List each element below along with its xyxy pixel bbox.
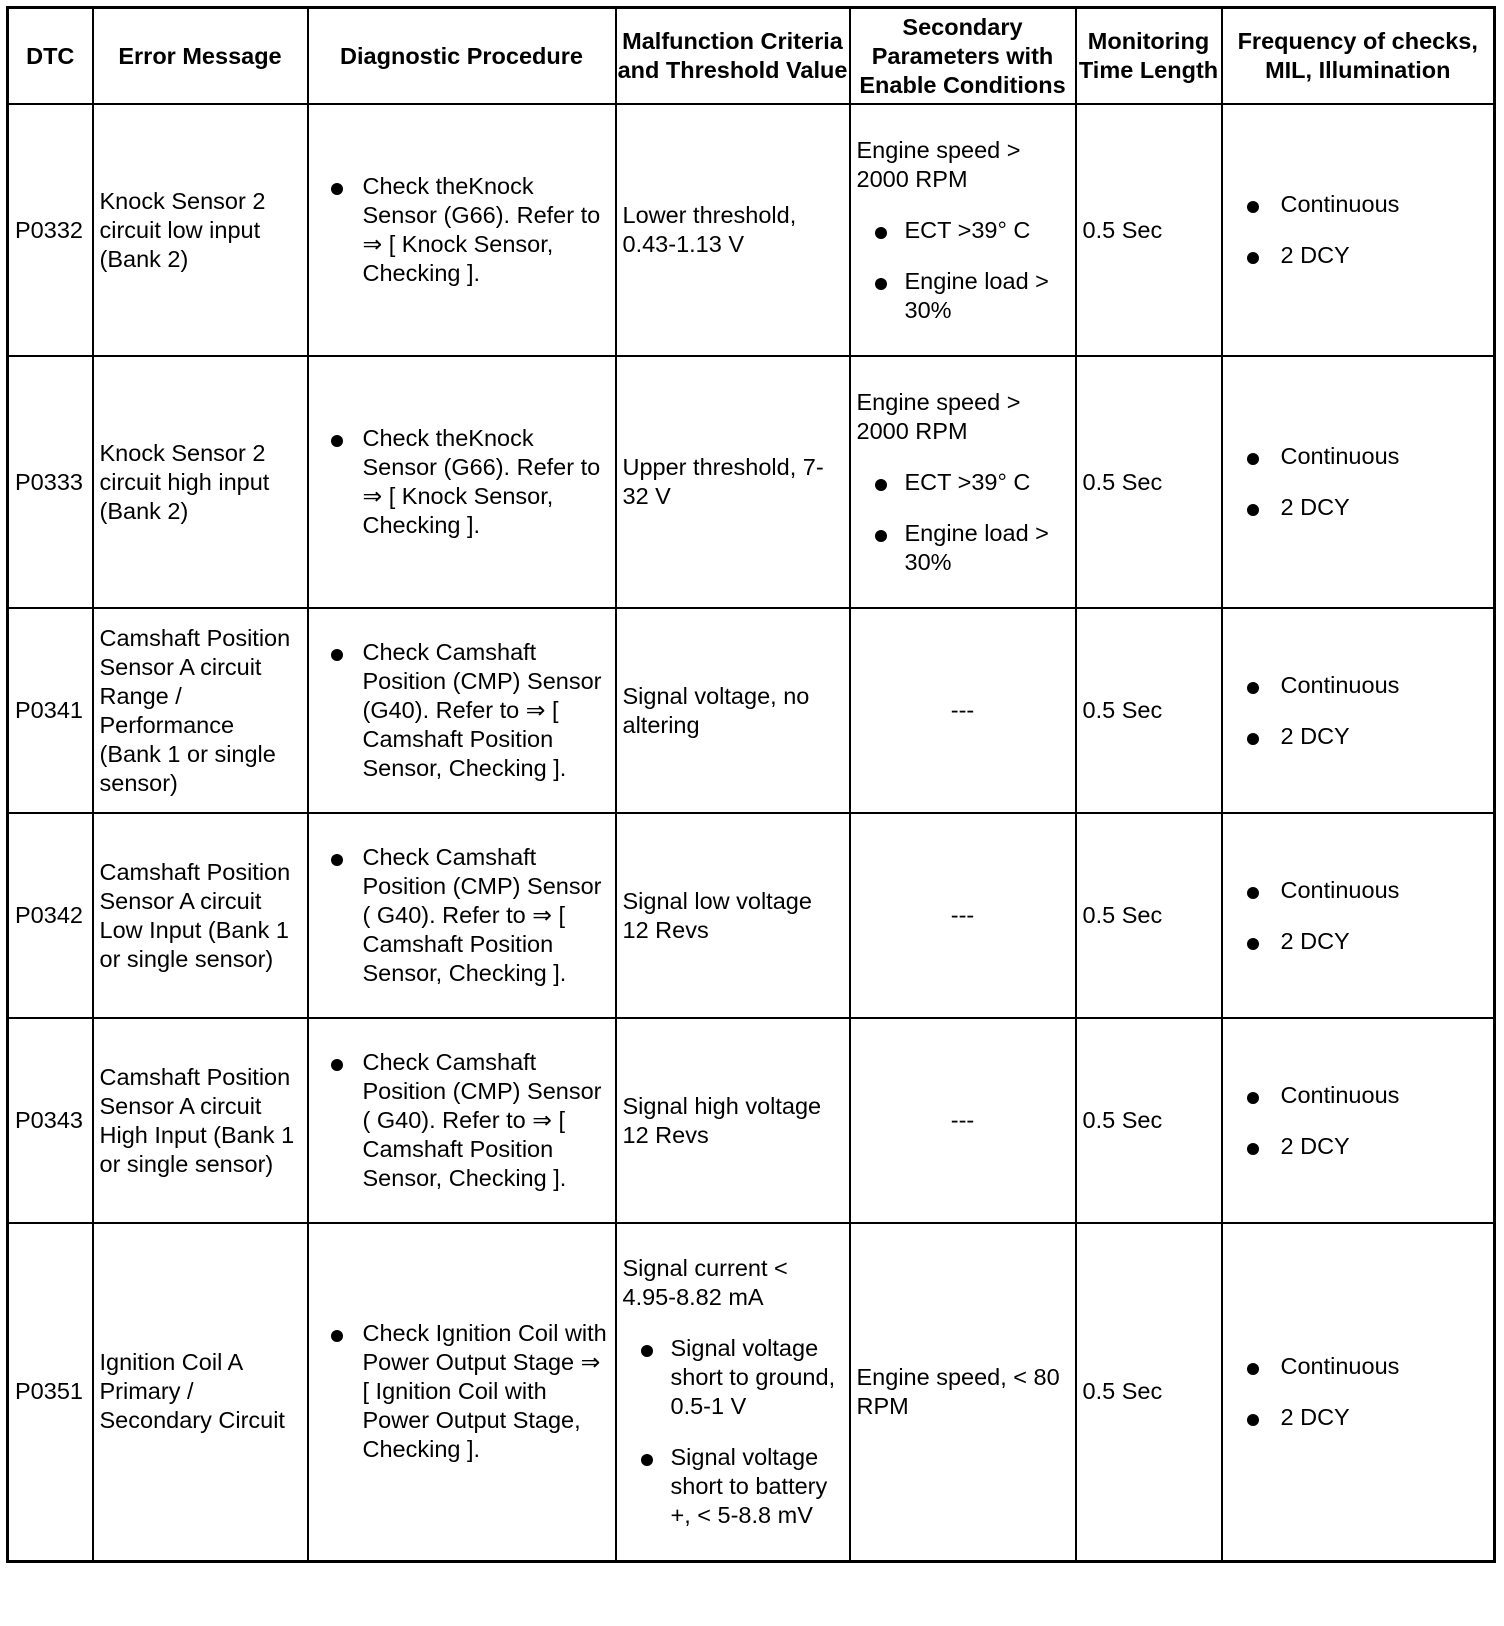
list-item (873, 519, 1069, 577)
diagnostic-procedure (308, 608, 616, 813)
secondary-parameters: --- (850, 608, 1076, 813)
list-item (639, 1334, 843, 1421)
table-row (8, 1018, 1495, 1223)
diagnostic-procedure (308, 1018, 616, 1223)
malfunction-criteria: Lower threshold, 0.43-1.13 V (616, 104, 850, 356)
criteria-intro: Signal current < 4.95-8.82 mA (622, 1254, 788, 1310)
list-item (873, 468, 1069, 497)
error-message: Camshaft Position Sensor A circuit Low Input (Bank 1 or single sensor) (93, 813, 308, 1018)
bullet-icon (641, 1345, 653, 1357)
secondary-item: Engine load > 30% (904, 519, 1049, 575)
diagnostic-procedure (308, 356, 616, 608)
diagnostic-procedure (308, 104, 616, 356)
secondary-item: Engine load > 30% (904, 267, 1049, 323)
frequency-item: 2 DCY (1280, 927, 1350, 954)
bullet-icon (1247, 1143, 1259, 1155)
bullet-icon (1247, 938, 1259, 950)
criteria-item: Signal voltage short to ground, 0.5-1 V (670, 1334, 836, 1419)
header-frequency: Frequency of checks, MIL, Illumination (1222, 8, 1495, 105)
error-message: Knock Sensor 2 circuit high input (Bank 2) (93, 356, 308, 608)
error-message: Knock Sensor 2 circuit low input (Bank 2) (93, 104, 308, 356)
bullet-icon (331, 1330, 343, 1342)
malfunction-criteria: Signal voltage, no altering (616, 608, 850, 813)
frequency (1222, 813, 1495, 1018)
secondary-parameters: --- (850, 1018, 1076, 1223)
list-item (329, 638, 609, 783)
list-item (1245, 442, 1488, 471)
bullet-icon (1247, 887, 1259, 899)
malfunction-criteria: Upper threshold, 7-32 V (616, 356, 850, 608)
list-item (1245, 927, 1488, 956)
frequency-item: 2 DCY (1280, 1132, 1350, 1159)
list-item (1245, 1081, 1488, 1110)
frequency (1222, 608, 1495, 813)
table-row (8, 104, 1495, 356)
bullet-icon (1247, 201, 1259, 213)
procedure-text: Check Camshaft Position (CMP) Sensor (G40). Refer to ⇒ [ Camshaft Position Sensor, Checking ]. (362, 639, 602, 781)
bullet-icon (1247, 453, 1259, 465)
bullet-icon (331, 649, 343, 661)
bullet-icon (875, 227, 887, 239)
malfunction-criteria (616, 1223, 850, 1561)
secondary-parameters (850, 104, 1076, 356)
dtc-code: P0341 (8, 608, 93, 813)
frequency-item: Continuous (1280, 1352, 1400, 1379)
monitoring-time: 0.5 Sec (1076, 356, 1222, 608)
list-item (1245, 722, 1488, 751)
frequency-item: Continuous (1280, 876, 1400, 903)
monitoring-time: 0.5 Sec (1076, 1223, 1222, 1561)
header-row (8, 8, 1495, 105)
monitoring-time: 0.5 Sec (1076, 813, 1222, 1018)
bullet-icon (1247, 1414, 1259, 1426)
dtc-code: P0333 (8, 356, 93, 608)
list-item (1245, 241, 1488, 270)
frequency (1222, 104, 1495, 356)
procedure-text: Check Camshaft Position (CMP) Sensor ( G40). Refer to ⇒ [ Camshaft Position Sensor, Checking ]. (362, 1049, 602, 1191)
frequency (1222, 1018, 1495, 1223)
list-item (329, 1319, 609, 1464)
malfunction-criteria: Signal high voltage 12 Revs (616, 1018, 850, 1223)
list-item (639, 1443, 843, 1530)
header-monitoring-time: Monitoring Time Length (1076, 8, 1222, 105)
error-message: Camshaft Position Sensor A circuit Range / Performance (Bank 1 or single sensor) (93, 608, 308, 813)
procedure-text: Check Ignition Coil with Power Output Stage ⇒ [ Ignition Coil with Power Output Stage, Checking ]. (362, 1320, 607, 1463)
diagnostic-procedure (308, 1223, 616, 1561)
table-row (8, 813, 1495, 1018)
dtc-table (6, 6, 1496, 1563)
secondary-intro: Engine speed > 2000 RPM (856, 136, 1021, 192)
error-message: Camshaft Position Sensor A circuit High Input (Bank 1 or single sensor) (93, 1018, 308, 1223)
table-row (8, 608, 1495, 813)
list-item (873, 267, 1069, 325)
secondary-item: ECT >39° C (904, 468, 1031, 495)
procedure-text: Check theKnock Sensor (G66). Refer to ⇒ [ Knock Sensor, Checking ]. (362, 425, 601, 538)
table-row (8, 356, 1495, 608)
dtc-code: P0332 (8, 104, 93, 356)
error-message: Ignition Coil A Primary / Secondary Circuit (93, 1223, 308, 1561)
bullet-icon (331, 435, 343, 447)
criteria-item: Signal voltage short to battery +, < 5-8.8 mV (670, 1443, 828, 1528)
monitoring-time: 0.5 Sec (1076, 1018, 1222, 1223)
list-item (1245, 1352, 1488, 1381)
header-dtc: DTC (8, 8, 93, 105)
list-item (1245, 876, 1488, 905)
frequency-item: 2 DCY (1280, 494, 1350, 520)
frequency-item: Continuous (1280, 671, 1400, 698)
monitoring-time: 0.5 Sec (1076, 608, 1222, 813)
frequency (1222, 1223, 1495, 1561)
header-secondary-parameters: Secondary Parameters with Enable Conditions (850, 8, 1076, 105)
bullet-icon (331, 854, 343, 866)
bullet-icon (1247, 1092, 1259, 1104)
dtc-code: P0351 (8, 1223, 93, 1561)
bullet-icon (331, 1059, 343, 1071)
list-item (329, 172, 609, 288)
table-row (8, 1223, 1495, 1561)
frequency (1222, 356, 1495, 608)
frequency-item: Continuous (1280, 191, 1400, 217)
dtc-code: P0342 (8, 813, 93, 1018)
bullet-icon (1247, 682, 1259, 694)
bullet-icon (875, 479, 887, 491)
monitoring-time: 0.5 Sec (1076, 104, 1222, 356)
diagnostic-procedure (308, 813, 616, 1018)
list-item (1245, 1403, 1488, 1432)
secondary-intro: Engine speed > 2000 RPM (856, 388, 1021, 444)
bullet-icon (875, 278, 887, 290)
bullet-icon (1247, 1363, 1259, 1375)
frequency-item: 2 DCY (1280, 242, 1350, 268)
malfunction-criteria: Signal low voltage 12 Revs (616, 813, 850, 1018)
secondary-parameters: --- (850, 813, 1076, 1018)
bullet-icon (331, 183, 343, 195)
list-item (329, 1048, 609, 1193)
frequency-item: Continuous (1280, 443, 1400, 469)
procedure-text: Check theKnock Sensor (G66). Refer to ⇒ [ Knock Sensor, Checking ]. (362, 173, 601, 286)
bullet-icon (641, 1454, 653, 1466)
frequency-item: 2 DCY (1280, 1403, 1350, 1430)
list-item (329, 424, 609, 540)
list-item (1245, 1132, 1488, 1161)
list-item (1245, 671, 1488, 700)
dtc-code: P0343 (8, 1018, 93, 1223)
list-item (1245, 190, 1488, 219)
header-malfunction-criteria: Malfunction Criteria and Threshold Value (616, 8, 850, 105)
header-error-message: Error Message (93, 8, 308, 105)
secondary-parameters (850, 356, 1076, 608)
procedure-text: Check Camshaft Position (CMP) Sensor ( G40). Refer to ⇒ [ Camshaft Position Sensor, Checking ]. (362, 844, 602, 986)
secondary-item: ECT >39° C (904, 216, 1031, 243)
list-item (873, 216, 1069, 245)
list-item (1245, 493, 1488, 522)
frequency-item: Continuous (1280, 1081, 1400, 1108)
secondary-parameters: Engine speed, < 80 RPM (850, 1223, 1076, 1561)
header-diagnostic-procedure: Diagnostic Procedure (308, 8, 616, 105)
bullet-icon (875, 530, 887, 542)
bullet-icon (1247, 252, 1259, 264)
frequency-item: 2 DCY (1280, 722, 1350, 749)
bullet-icon (1247, 504, 1259, 516)
bullet-icon (1247, 733, 1259, 745)
list-item (329, 843, 609, 988)
